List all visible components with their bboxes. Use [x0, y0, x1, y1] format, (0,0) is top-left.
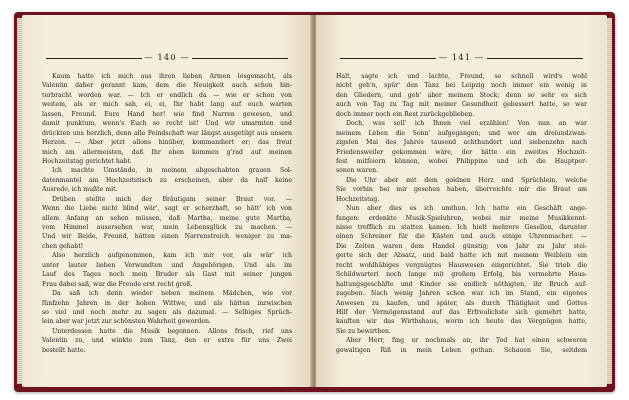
text-line: so viel und noch mehr zu sagen als dazumal. — Selbiges Sprüch- — [42, 308, 292, 316]
text-line: recht wohlhäbiges vergnügtes Hauswesen eingerichtet. Sie trieb die — [336, 261, 587, 269]
text-line: nicht geh'n, spür' den Tanz bei Leipzig noch immer ein wenig in — [336, 82, 587, 90]
header-rule — [340, 58, 436, 59]
text-line: kauften wir das Wirthshaus, worin ich heute das Vergnügen hatte, — [336, 318, 587, 326]
text-line: Friedensweiler gekommen wäre, der hätte ein zweites Hochzeit- — [336, 148, 587, 156]
text-line: lassen, Freund. Eure Hand her! wie find Narren gewesen, und — [42, 110, 292, 118]
text-line: allem Anfang an sehen müssen, daß Martha, meine gute Martha, — [42, 214, 292, 222]
text-line: Wenn die Liebe nicht blind wär', sagt er scherzhaft, so hätt' ich von — [42, 205, 292, 213]
header-rule — [192, 58, 288, 59]
text-line: zugeben. Nach wenig Jahren schon war ich im Stand, ein eigenes — [336, 290, 587, 298]
text-line: chen gehabt! — [42, 242, 84, 250]
text-line: sonen waren. — [336, 167, 379, 175]
text-line: Herzen. — Aber jetzt allons hinüber, kommandiert er; das freut — [42, 139, 292, 147]
text-line: Sie vorhin bei mir gesehen haben, überreichte mir die Braut am — [336, 186, 587, 194]
text-line: fest mitfeiern können, wobei Philippine und ich die Hauptper- — [336, 157, 587, 165]
text-line: Halt, sagte ich und lachte, Freund, so schnell wird's wohl — [336, 73, 587, 80]
text-line: Anwesen zu kaufen, und später, als durch Thätigkeit und Gottes — [336, 299, 587, 307]
header-rule — [46, 58, 142, 59]
text-line: Sie zu bewirthen. — [336, 327, 391, 335]
text-line: Ausrede, ich mußte mit. — [42, 186, 118, 194]
text-line: Kaum hatte ich mich aus ihren lieben Armen losgemacht, als — [52, 73, 292, 80]
left-page-number: — 140 — — [144, 53, 190, 63]
text-line: meinem Leben die Sonn' aufgegangen; und wer am dreiundzwan- — [336, 129, 587, 137]
left-page-text — [42, 72, 292, 355]
left-page — [22, 15, 312, 387]
text-line: doch immer noch ein Rest zurückgeblieben. — [336, 110, 475, 118]
text-line: Doch, was soll' ich Ihnen viel erzählen! Von nun an war — [346, 120, 587, 128]
text-line: Die Uhr aber mit dem goldnen Herz und Sprüchlein, welche — [346, 176, 587, 184]
text-line: Unterdessen hatte die Musik begonnen. Allons frisch, rief uns — [52, 327, 292, 335]
text-line: Drüben stellte mich der Bräutigam seiner Braut vor. — — [52, 195, 292, 203]
text-line: terbracht worden war. — Ich er endlich da — wie er schon von — [42, 91, 292, 99]
right-page-number: — 141 — — [438, 53, 485, 63]
right-page — [316, 15, 607, 387]
text-line: Aber Herr, fing er nochmals an, ihr Tod hat einen schweren — [346, 337, 587, 345]
text-line: gewaltigen Riß in mein Leben gethan. Schauen Sie, seitdem — [336, 346, 587, 354]
book-cover — [14, 12, 615, 392]
text-line: fangen: erdenkte Musik-Spieluhren, wobei mir meine Musikkennt- — [336, 214, 587, 222]
text-line: den Gliedern, und geh' aber meinem Stock; denn so sehr es sich — [336, 91, 587, 99]
text-line: Hochzeitstag gerichtet habt. — [42, 157, 132, 165]
text-line: auch von Tag zu Tag mit meiner Gesundheit gebessert hatte, so war — [336, 101, 587, 109]
text-line: mich am allermeisten, daß Ihr eben kommen g'rad auf meinen — [42, 148, 292, 156]
header-rule — [487, 58, 583, 59]
text-line: Hilf der Vermögensstand auf das Erfreulichste sich gemehrt hatte, — [336, 308, 587, 316]
text-line: Lauf des Tages noch mein Bruder als Gast mit seiner jungen — [42, 271, 292, 279]
text-line: lein aber war jetzt zur schönsten Wahrheit geworden. — [42, 318, 211, 326]
text-line: unter lauter lieben Verwandten und Angehörigen. Und als im — [42, 261, 292, 269]
text-line: Ich machte Umstände, in meinem abgeschabten grauen Sol- — [52, 167, 292, 175]
text-line: fünfzehn Jahren in der hohen Wittwe, und als hätten inzwischen — [42, 299, 292, 307]
text-line: Valentin daher gerannt kam, dem die Neuigkeit auch schon hin- — [42, 82, 292, 90]
text-line: gerte sich der Absatz, und bald hatte ich mit meinem Weiblein ein — [336, 252, 587, 260]
text-line: haltungsgeschäfte und Kinder sie endlich nöthigten, ihr Bruch auf- — [336, 280, 587, 288]
text-line: Also herzlich aufgenommen, kam ich mir vor, als wär' ich — [52, 252, 292, 260]
text-line: vom Himmel ausersehen war, mein Lebensglück zu machen. — — [42, 224, 292, 231]
text-line: nisse trefflich zu statten kamen. Ich hielt mehrere Gesellen, darunter — [336, 224, 587, 231]
text-line: Hochzeitstag. — [336, 195, 380, 203]
text-line: zigsten Mai des Jahres tausend achthundert und siebenzehn nach — [336, 139, 587, 147]
text-line: Und wir Beide, Freund, hätten einen Narrenstreich weniger zu ma- — [42, 233, 292, 241]
text-line: drückten uns herzlich, denn alle Feindschaft war längst ausgetilgt aus unsern — [42, 129, 292, 137]
text-line: Frau dabei saß, war die Freude erst recht groß. — [42, 280, 193, 288]
text-line: bestellt hatte. — [42, 346, 86, 354]
text-line: weitem, als er mich sah, ei, ei, Ihr habt lang auf euch warten — [42, 101, 292, 109]
text-line: Schildwarteri noch lange mit großem Erfolg, bis vermehrte Haus- — [336, 271, 587, 279]
text-line: datenmantel am Hochzeitstisch zu erscheinen, aber da half keine — [42, 176, 292, 184]
text-line: Da saß ich denn wieder neben meinem Mädchen, wie vor — [52, 290, 292, 298]
text-line: Die Zeiten waren dem Handel günstig; von Jahr zu Jahr stei- — [336, 242, 587, 250]
text-line: einen Schreiner für die Kästen und auch einige Uhrenmacher. — — [336, 233, 587, 241]
text-line: Valentin zu, und winkte zum Tanz, den er extra für uns Zwei — [42, 337, 292, 345]
text-line: damit punktum, wenn's Euch so recht ist! Und wir umarmten und — [42, 120, 292, 128]
text-line: Nun aber dies es ich umthun. Ich hatte ein Geschäft ange- — [346, 205, 587, 213]
right-page-text — [336, 72, 587, 355]
